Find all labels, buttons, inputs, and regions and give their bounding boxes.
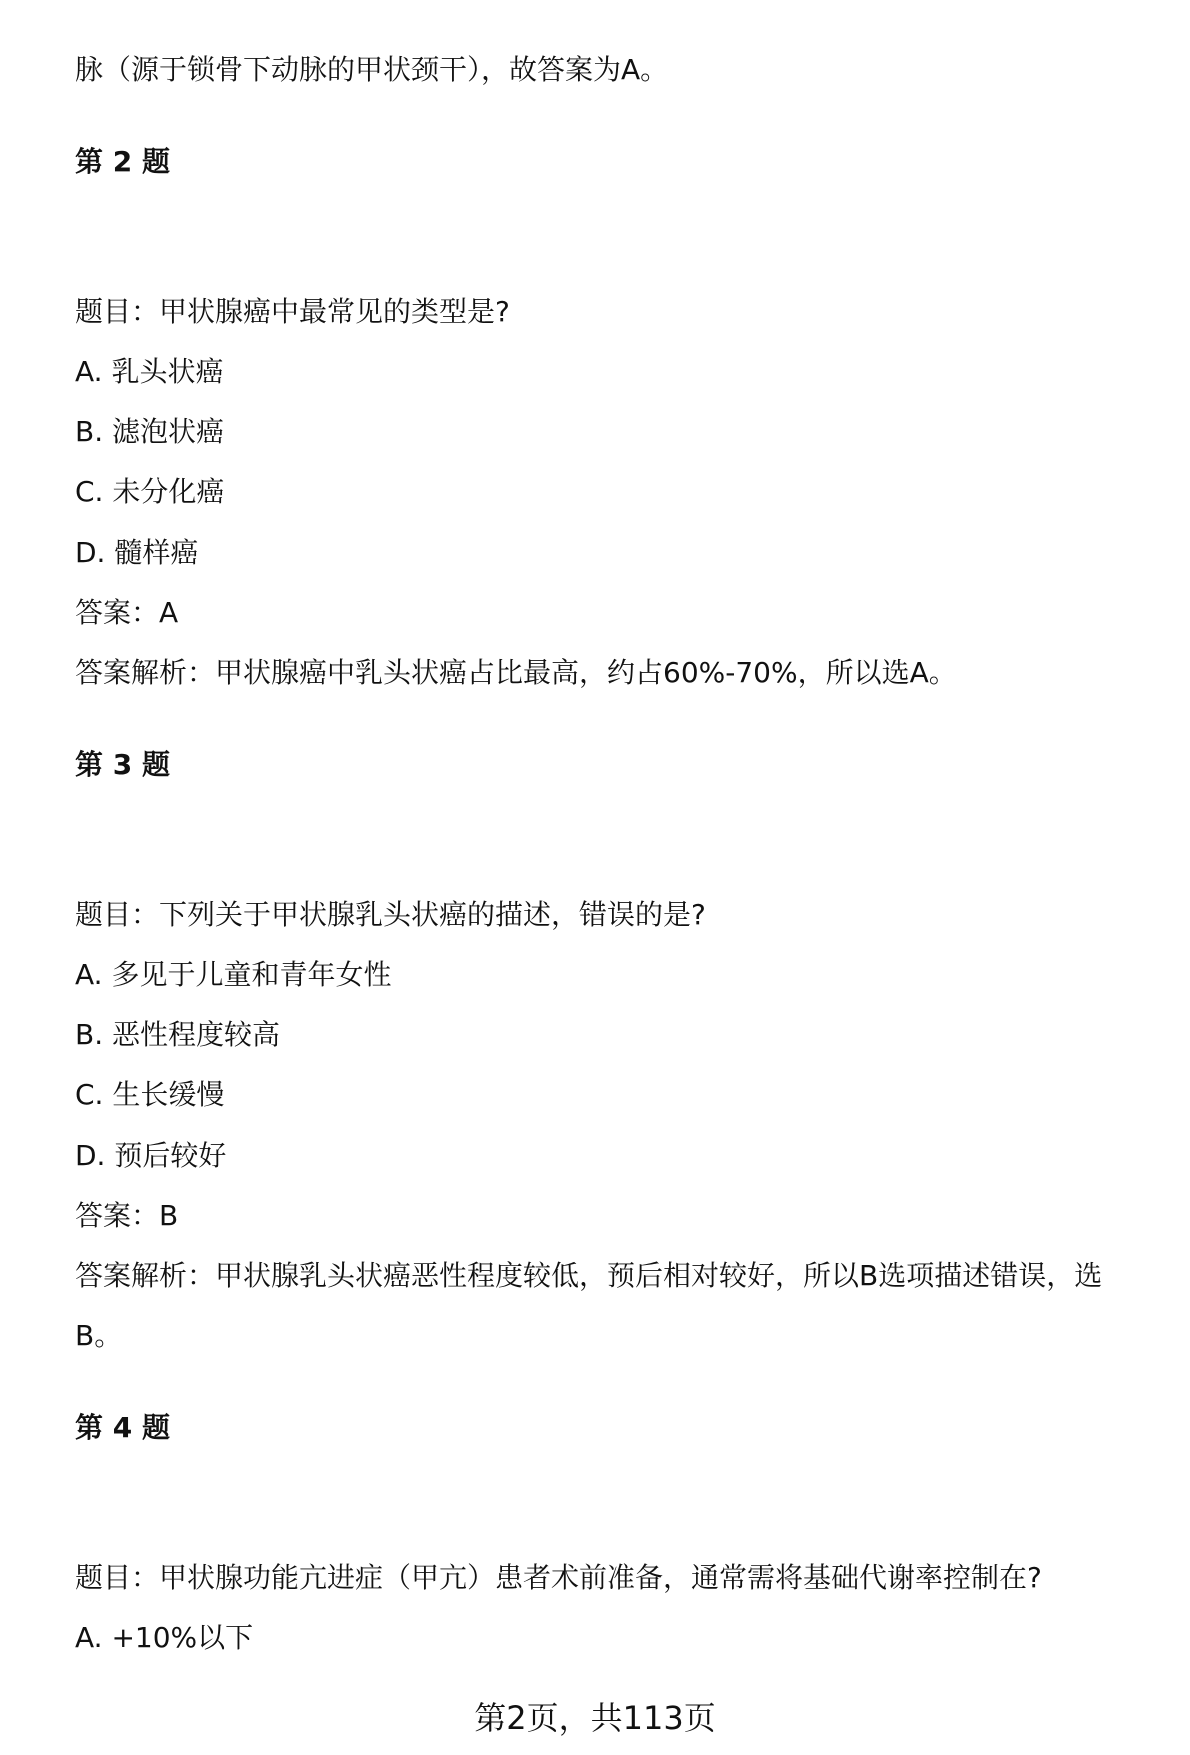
question-text: 题目：下列关于甲状腺乳头状癌的描述，错误的是?: [75, 898, 706, 931]
option-a: A. 乳头状癌: [75, 355, 224, 388]
question-text: 题目：甲状腺癌中最常见的类型是?: [75, 295, 510, 328]
option-a: A. 多见于儿童和青年女性: [75, 958, 392, 991]
question-heading: 第 4 题: [75, 1411, 170, 1444]
option-d: D. 髓样癌: [75, 536, 199, 569]
option-b: B. 恶性程度较高: [75, 1018, 281, 1051]
question-heading: 第 3 题: [75, 748, 170, 781]
answer-text: 答案：A: [75, 596, 179, 629]
option-c: C. 生长缓慢: [75, 1078, 225, 1111]
page-footer: 第2页，共113页: [474, 1699, 716, 1737]
analysis-text: 答案解析：甲状腺癌中乳头状癌占比最高，约占60%-70%，所以选A。: [75, 656, 957, 689]
answer-text: 答案：B: [75, 1199, 179, 1232]
option-c: C. 未分化癌: [75, 475, 225, 508]
option-b: B. 滤泡状癌: [75, 415, 225, 448]
question-heading: 第 2 题: [75, 145, 170, 178]
option-d: D. 预后较好: [75, 1139, 227, 1172]
option-a: A. +10%以下: [75, 1621, 254, 1654]
analysis-text: 答案解析：甲状腺乳头状癌恶性程度较低，预后相对较好，所以B选项描述错误，选B。: [75, 1259, 1103, 1352]
question-text: 题目：甲状腺功能亢进症（甲亢）患者术前准备，通常需将基础代谢率控制在?: [75, 1561, 1042, 1594]
continuation-text: 脉（源于锁骨下动脉的甲状颈干），故答案为A。: [75, 53, 669, 86]
